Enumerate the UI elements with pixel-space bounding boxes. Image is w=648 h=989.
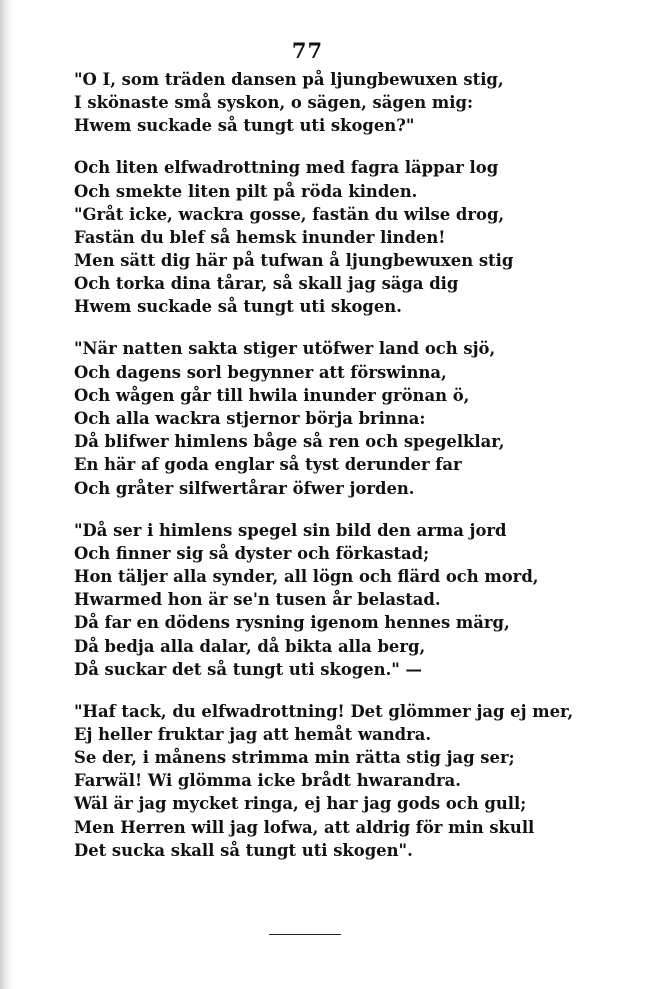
poem-line: "Då ser i himlens spegel sin bild den arma jord: [74, 520, 507, 540]
poem-line: Då bedja alla dalar, då bikta alla berg,: [74, 636, 426, 656]
stanza: [74, 519, 544, 681]
poem-line: Ej heller fruktar jag att hemåt wandra.: [74, 724, 432, 744]
end-divider-rule: [269, 934, 341, 936]
poem-line: Och finner sig så dyster och förkastad;: [74, 543, 430, 563]
page-gutter-shadow: [0, 0, 14, 989]
poem-line: Hwarmed hon är se'n tusen år belastad.: [74, 590, 441, 610]
poem-line: Wäl är jag mycket ringa, ej har jag gods och gull;: [74, 794, 527, 814]
poem-line: Men sätt dig här på tufwan å ljungbewuxen stig: [74, 251, 514, 271]
poem-line: Och liten elfwadrottning med fagra läppar log: [74, 158, 499, 178]
poem-line: Fastän du blef så hemsk inunder linden!: [74, 227, 446, 247]
poem-line: Och gråter silfwertårar öfwer jorden.: [74, 478, 415, 498]
stanza: [74, 337, 544, 499]
poem-line: Då blifwer himlens båge så ren och spegelklar,: [74, 432, 505, 452]
stanza: [74, 700, 574, 862]
page-number: 77: [291, 38, 324, 63]
poem-line: Då far en dödens rysning igenom hennes märg,: [74, 613, 510, 633]
poem-line: Men Herren will jag lofwa, att aldrig för min skull: [74, 817, 535, 837]
stanza: [74, 156, 544, 318]
poem-line: "När natten sakta stiger utöfwer land och sjö,: [74, 339, 496, 359]
poem-line: Det sucka skall så tungt uti skogen".: [74, 840, 413, 860]
poem-line: Och torka dina tårar, så skall jag säga dig: [74, 274, 459, 294]
poem-line: Hon täljer alla synder, all lögn och flärd och mord,: [74, 566, 539, 586]
poem-line: "O I, som träden dansen på ljungbewuxen stig,: [74, 70, 504, 89]
poem-line: Hwem suckade så tungt uti skogen?": [74, 116, 415, 136]
poem-line: Och dagens sorl begynner att förswinna,: [74, 362, 447, 382]
poem-line: Och alla wackra stjernor börja brinna:: [74, 409, 426, 429]
poem-line: Se der, i månens strimma min rätta stig jag ser;: [74, 748, 515, 768]
poem-line: Och smekte liten pilt på röda kinden.: [74, 181, 418, 201]
poem-line: Och wågen går till hwila inunder grönan ö,: [74, 385, 470, 405]
poem-line: Farwäl! Wi glömma icke brådt hwarandra.: [74, 771, 461, 791]
poem-line: Hwem suckade så tungt uti skogen.: [74, 297, 402, 317]
poem-line: En här af goda englar så tyst derunder far: [74, 455, 462, 475]
poem-body: [74, 68, 574, 881]
poem-line: Då suckar det så tungt uti skogen." —: [74, 659, 422, 679]
stanza: [74, 68, 544, 138]
poem-line: I skönaste små syskon, o sägen, sägen mig:: [74, 93, 474, 113]
poem-line: "Gråt icke, wackra gosse, fastän du wilse drog,: [74, 204, 505, 224]
poem-line: "Haf tack, du elfwadrottning! Det glömmer jag ej mer,: [74, 701, 574, 721]
